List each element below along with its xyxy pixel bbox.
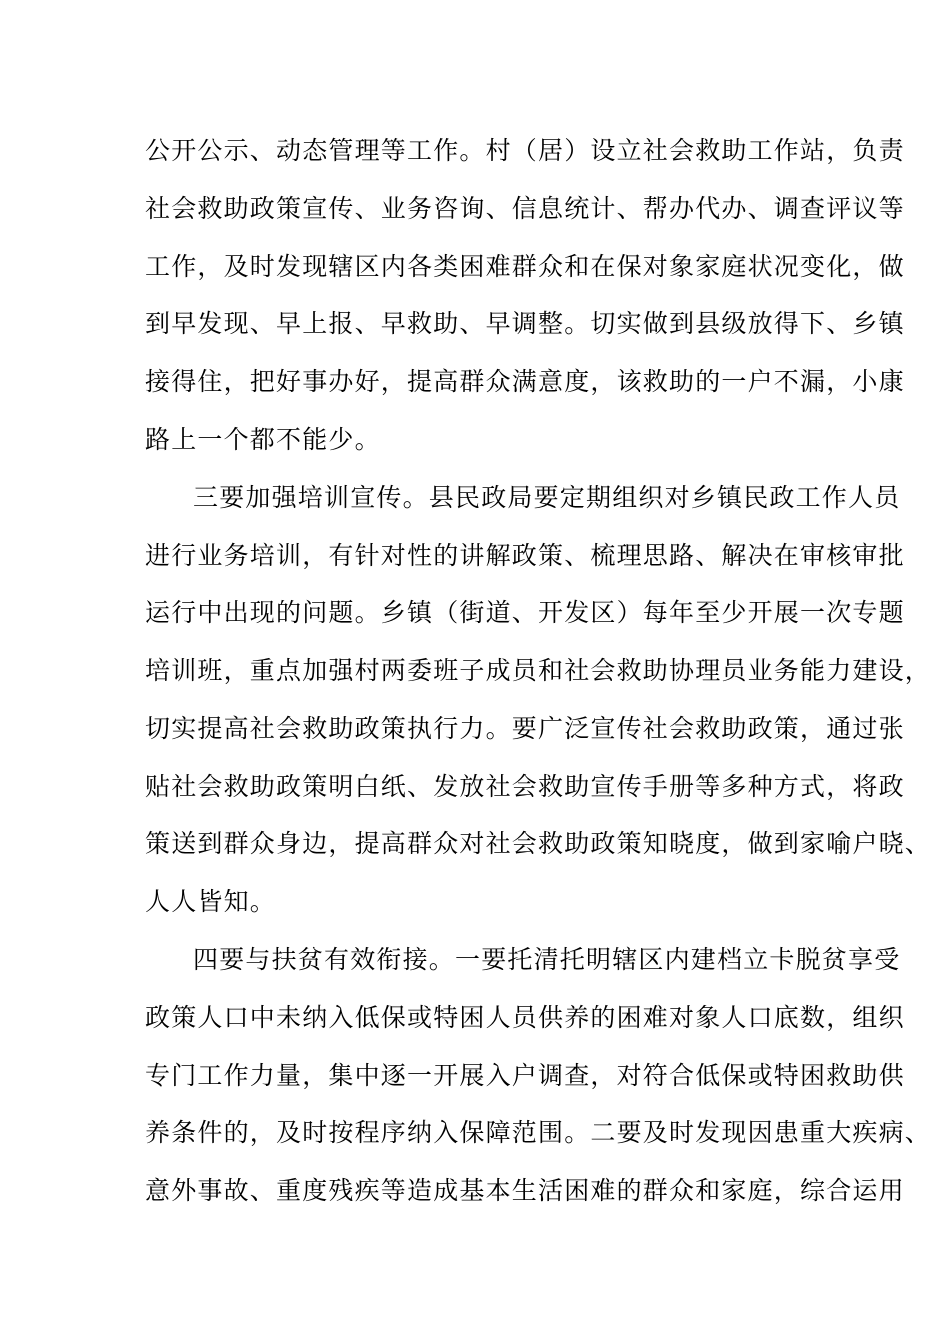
text-line: 贴社会救助政策明白纸、发放社会救助宣传手册等多种方式，将政 (145, 772, 905, 801)
text-line: 策送到群众身边，提高群众对社会救助政策知晓度，做到家喻户晓、 (145, 829, 932, 858)
text-line: 专门工作力量，集中逐一开展入户调查，对符合低保或特困救助供 (145, 1061, 905, 1090)
text-line: 进行业务培训，有针对性的讲解政策、梳理思路、解决在审核审批 (145, 541, 905, 570)
paragraph-start-line: 三要加强培训宣传。县民政局要定期组织对乡镇民政工作人员 (193, 483, 901, 512)
text-line: 培训班，重点加强村两委班子成员和社会救助协理员业务能力建设， (145, 656, 932, 685)
text-line: 公开公示、动态管理等工作。村（居）设立社会救助工作站，负责 (145, 136, 905, 165)
text-line: 社会救助政策宣传、业务咨询、信息统计、帮办代办、调查评议等 (145, 194, 905, 223)
text-line: 养条件的，及时按程序纳入保障范围。二要及时发现因患重大疾病、 (145, 1118, 932, 1147)
text-line: 工作，及时发现辖区内各类困难群众和在保对象家庭状况变化，做 (145, 252, 905, 281)
text-line: 意外事故、重度残疾等造成基本生活困难的群众和家庭，综合运用 (145, 1176, 905, 1205)
text-line: 接得住，把好事办好，提高群众满意度，该救助的一户不漏，小康 (145, 367, 905, 396)
paragraph-start-line: 四要与扶贫有效衔接。一要托清托明辖区内建档立卡脱贫享受 (193, 945, 901, 974)
text-line: 到早发现、早上报、早救助、早调整。切实做到县级放得下、乡镇 (145, 309, 905, 338)
text-line: 人人皆知。 (145, 887, 277, 916)
text-line: 切实提高社会救助政策执行力。要广泛宣传社会救助政策，通过张 (145, 714, 905, 743)
text-line: 运行中出现的问题。乡镇（街道、开发区）每年至少开展一次专题 (145, 598, 905, 627)
text-line: 路上一个都不能少。 (145, 425, 381, 454)
text-line: 政策人口中未纳入低保或特困人员供养的困难对象人口底数，组织 (145, 1003, 905, 1032)
